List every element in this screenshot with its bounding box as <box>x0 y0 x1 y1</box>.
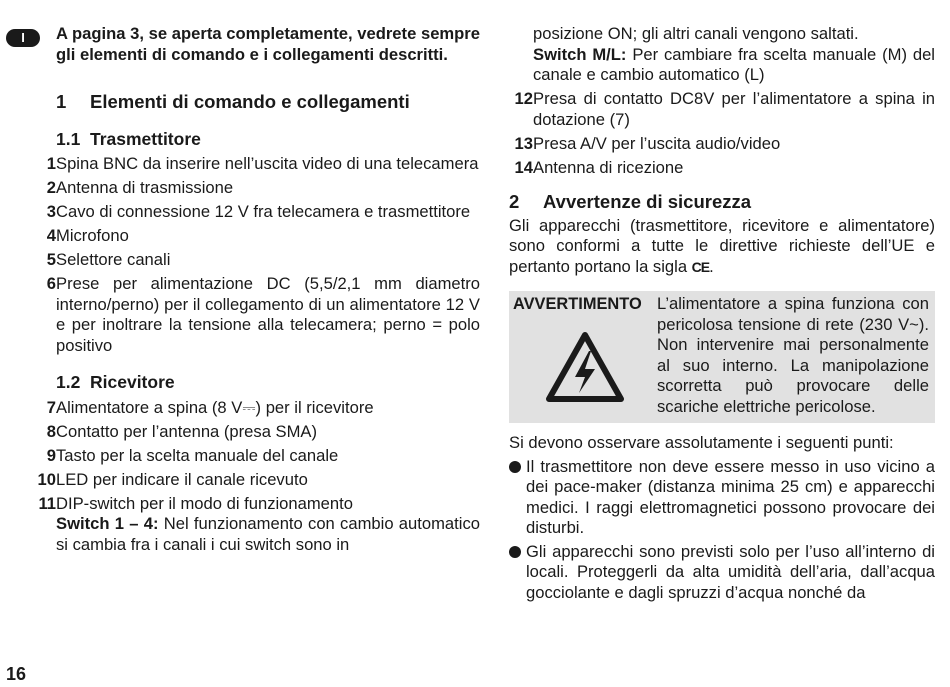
item-number: 12 <box>514 89 533 108</box>
subsection-number: 1.1 <box>56 128 81 149</box>
item-number: 13 <box>514 133 533 153</box>
item-text: Antenna di ricezione <box>533 157 684 177</box>
section-2-body: Gli apparecchi (trasmettitore, ricevitore e alimentatore) sono conformi a tutte le direttive richieste dell’UE e pertanto portano la sigla CE. <box>509 215 935 276</box>
high-voltage-warning-icon <box>545 331 625 403</box>
bullet-item <box>509 542 935 604</box>
subsection-title: Trasmettitore <box>90 128 201 149</box>
item-11-continuation <box>509 24 935 45</box>
item-number: 2 <box>46 178 56 197</box>
switch-ml-label: Switch M/L: <box>533 44 627 64</box>
item-number: 14 <box>514 157 533 177</box>
conformity-text: Gli apparecchi (trasmettitore, ricevitore e alimentatore) sono conformi a tutte le direttive richieste dell’UE e pertanto portano la sigla <box>509 215 935 276</box>
item-text: Tasto per la scelta manuale del canale <box>56 445 339 465</box>
item-number: 4 <box>46 226 56 245</box>
warning-left <box>513 294 657 417</box>
item-text: LED per indicare il canale ricevuto <box>56 469 308 489</box>
warning-label: AVVERTIMENTO <box>513 295 642 313</box>
list-item <box>509 158 935 179</box>
list-item <box>32 274 480 356</box>
subsection-number: 1.2 <box>56 372 81 392</box>
item-number: 11 <box>38 493 56 513</box>
section-title: Avvertenze di sicurezza <box>543 191 752 212</box>
item-number: 10 <box>37 469 56 489</box>
ce-mark-icon: CE <box>691 258 710 275</box>
item-number: 5 <box>46 250 56 269</box>
section-2-heading <box>509 192 935 213</box>
item-text: Selettore canali <box>56 250 171 269</box>
subsection-title: Ricevitore <box>90 372 175 392</box>
item-text: Alimentatore a spina (8 V⎓) per il ricevitore <box>56 397 374 417</box>
subsection-1-2-heading <box>56 372 480 393</box>
item-text: Presa di contatto DC8V per l’alimentatore a spina in dotazione (7) <box>533 89 935 129</box>
item-number: 3 <box>46 202 56 221</box>
item-text: Spina BNC da inserire nell’uscita video di una telecamera <box>56 154 479 173</box>
warning-box <box>509 291 935 423</box>
list-item <box>32 446 480 467</box>
list-item <box>32 470 480 491</box>
section-number: 1 <box>56 91 67 112</box>
list-item <box>509 134 935 155</box>
item-text: Antenna di trasmissione <box>56 178 234 197</box>
item-number: 7 <box>46 397 56 417</box>
item-text: Contatto per l’antenna (presa SMA) <box>56 421 318 441</box>
item-number-spacer <box>32 514 56 555</box>
list-item <box>509 89 935 130</box>
item-text: posizione ON; gli altri canali vengono saltati. <box>533 24 859 43</box>
bullet-text: Il trasmettitore non deve essere messo in uso vicino a dei pace-maker (distanza minima 25 cm) e apparecchi medici. I raggi elettromagnetici possono provocare dei disturbi. <box>526 456 935 537</box>
bullet-dot-icon <box>509 457 526 539</box>
right-column <box>509 24 935 603</box>
list-item <box>32 178 480 199</box>
item-number: 1 <box>46 154 56 173</box>
left-column <box>37 24 480 559</box>
switch-1-4-label: Switch 1 – 4: <box>56 514 159 533</box>
page-number: 16 <box>6 664 27 684</box>
bullet-text: Gli apparecchi sono previsti solo per l’uso all’interno di locali. Proteggerli da alta umidità dell’aria, dall’acqua gocciolante e dagli spruzzi d’acqua nonché da <box>526 541 935 602</box>
receiver-list-continued <box>509 89 935 178</box>
points-intro: Si devono osservare assolutamente i seguenti punti: <box>509 433 894 452</box>
item-11-switch-ml <box>509 45 935 86</box>
language-badge: I <box>6 29 40 47</box>
item-text: DIP-switch per il modo di funzionamento <box>56 493 353 513</box>
item-number: 9 <box>46 445 56 465</box>
item-text: Presa A/V per l’uscita audio/video <box>533 133 781 153</box>
switch-ml-text: Per cambiare fra scelta manuale (M) del canale e cambio automatico (L) <box>533 44 935 84</box>
item-number: 8 <box>46 421 56 441</box>
switch-1-4-text: Nel funzionamento con cambio automatico si cambia fra i canali i cui switch sono in <box>56 514 480 554</box>
intro-text: A pagina 3, se aperta completamente, vedrete sempre gli elementi di comando e i collegamenti descritti. <box>56 24 480 64</box>
item-text: Prese per alimentazione DC (5,5/2,1 mm diametro interno/perno) per il collegamento di un alimentatore 12 V e per inoltrare la tensione alla telecamera; perno = polo positivo <box>56 274 480 355</box>
warning-text: L’alimentatore a spina funziona con pericolosa tensione di rete (230 V~). Non intervenire mai personalmente al suo interno. La manipolazione scorretta può provocare delle scariche elettriche pericolose. <box>657 294 929 416</box>
list-item <box>32 250 480 271</box>
item-number: 6 <box>46 274 56 293</box>
section-number: 2 <box>509 191 520 212</box>
list-item <box>32 154 480 175</box>
bullet-item <box>509 457 935 539</box>
subsection-1-1-heading <box>56 129 480 150</box>
list-item <box>32 226 480 247</box>
item-text: Cavo di connessione 12 V fra telecamera e trasmettitore <box>56 202 471 221</box>
list-item <box>32 202 480 223</box>
list-item-continuation <box>32 514 480 555</box>
section-1-heading <box>56 92 480 113</box>
receiver-list <box>37 397 480 556</box>
item-text <box>56 514 480 555</box>
transmitter-list <box>46 154 480 356</box>
item-text: Microfono <box>56 226 129 245</box>
bullet-dot-icon <box>509 542 526 604</box>
list-item <box>32 422 480 443</box>
list-item <box>32 494 480 515</box>
section-title: Elementi di comando e collegamenti <box>90 91 410 112</box>
list-item <box>32 398 480 419</box>
